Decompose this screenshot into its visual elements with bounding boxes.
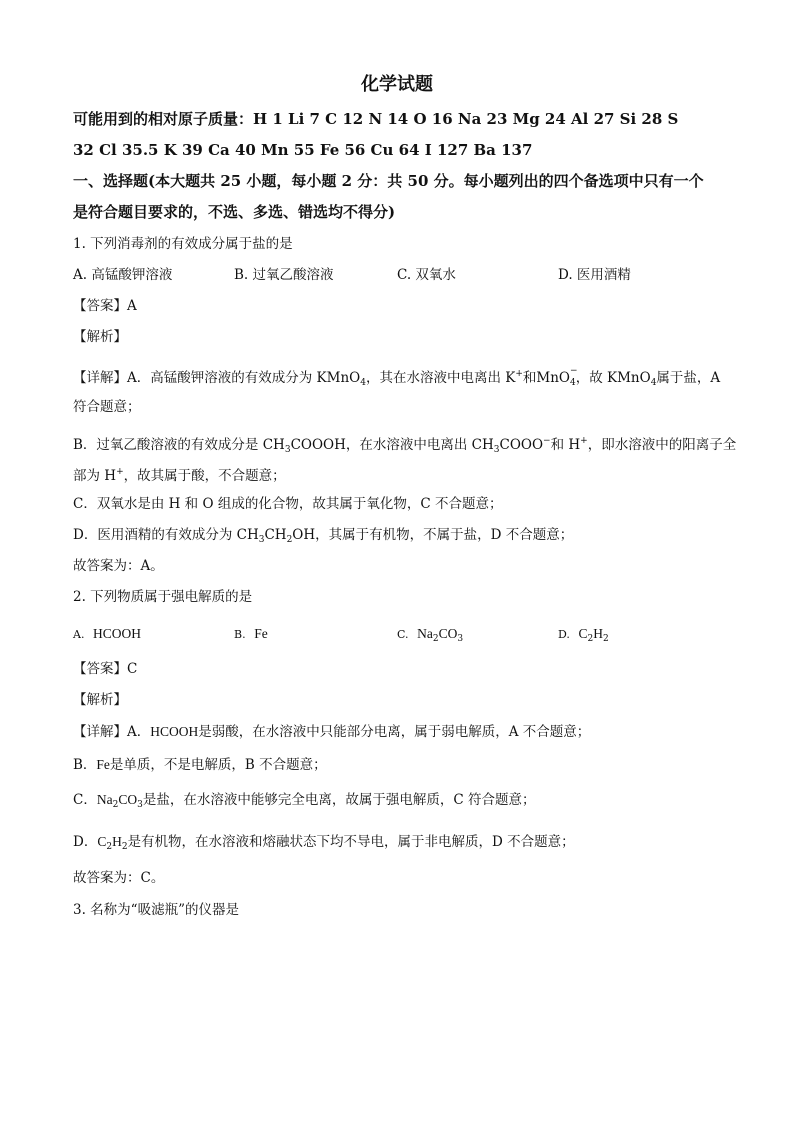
q2-answer: 【答案】C <box>73 661 138 677</box>
section-heading-line-1: 一、选择题(本大题共 25 小题，每小题 2 分：共 50 分。每小题列出的四个备选项中只有一个 <box>73 172 704 190</box>
atomic-mass-line-1: 可能用到的相对原子质量：H 1 Li 7 C 12 N 14 O 16 Na 23 Mg 24 Al 27 Si 28 S <box>73 110 679 128</box>
q2-option-d: D. $C_2H_2$ <box>558 626 609 644</box>
q2-option-b: B. Fe <box>234 626 268 641</box>
q1-option-b: B. 过氧乙酸溶液 <box>234 267 334 283</box>
q1-conclusion: 故答案为：A。 <box>73 558 164 574</box>
q1-option-a: A. 高锰酸钾溶液 <box>73 267 173 283</box>
q2-option-c: C. $Na_2CO_3$ <box>397 626 464 644</box>
section-heading-line-2: 是符合题目要求的，不选、多选、错选均不得分) <box>73 203 396 221</box>
q1-detail-b: B．过氧乙酸溶液的有效成分是 $CH_3COOOH$，在水溶液中电离出 $CH_3COOO^-$和 H+，即水溶液中的阳离子全 <box>73 436 737 455</box>
q2-option-a: A. HCOOH <box>73 626 142 641</box>
q2-conclusion: 故答案为：C。 <box>73 870 165 886</box>
atomic-mass-line-2: 32 Cl 35.5 K 39 Ca 40 Mn 55 Fe 56 Cu 64 I 127 Ba 137 <box>73 141 533 159</box>
q2-detail-c: C．$Na_2CO_3$是盐，在水溶液中能够完全电离，故属于强电解质，C 符合题意； <box>73 792 536 810</box>
q1-detail-a: 【详解】A．高锰酸钾溶液的有效成分为 KMnO$_4$，其在水溶液中电离出 K+和MnO − $_4$，故 KMnO$_4$属于盐，A <box>73 366 721 388</box>
q1-answer: 【答案】A <box>73 298 137 314</box>
q3-stem: 3. 名称为“吸滤瓶”的仪器是 <box>73 902 239 918</box>
q1-detail-c: C．双氧水是由 H 和 O 组成的化合物，故其属于氧化物，C 不合题意； <box>73 496 503 512</box>
page-title: 化学试题 <box>361 74 433 95</box>
q1-detail-b-continued: 部为 H+，故其属于酸，不合题意； <box>73 467 286 484</box>
q2-analysis-label: 【解析】 <box>73 692 127 708</box>
q2-detail-a: 【详解】A．HCOOH是弱酸，在水溶液中只能部分电离，属于弱电解质，A 不合题意； <box>73 724 591 740</box>
q1-option-c: C. 双氧水 <box>397 267 456 283</box>
q2-detail-d: D．$C_2H_2$是有机物，在水溶液和熔融状态下均不导电，属于非电解质，D 不合题意； <box>73 834 575 852</box>
q2-detail-b: B．Fe是单质，不是电解质，B 不合题意； <box>73 757 327 773</box>
q1-stem: 1. 下列消毒剂的有效成分属于盐的是 <box>73 236 293 252</box>
q1-detail-d: D．医用酒精的有效成分为 $CH_3CH_2OH$，其属于有机物，不属于盐，D 不合题意； <box>73 527 574 545</box>
q1-analysis-label: 【解析】 <box>73 329 127 345</box>
q1-option-d: D. 医用酒精 <box>558 267 631 283</box>
q1-detail-a-continued: 符合题意； <box>73 399 141 415</box>
q2-stem: 2. 下列物质属于强电解质的是 <box>73 589 253 605</box>
